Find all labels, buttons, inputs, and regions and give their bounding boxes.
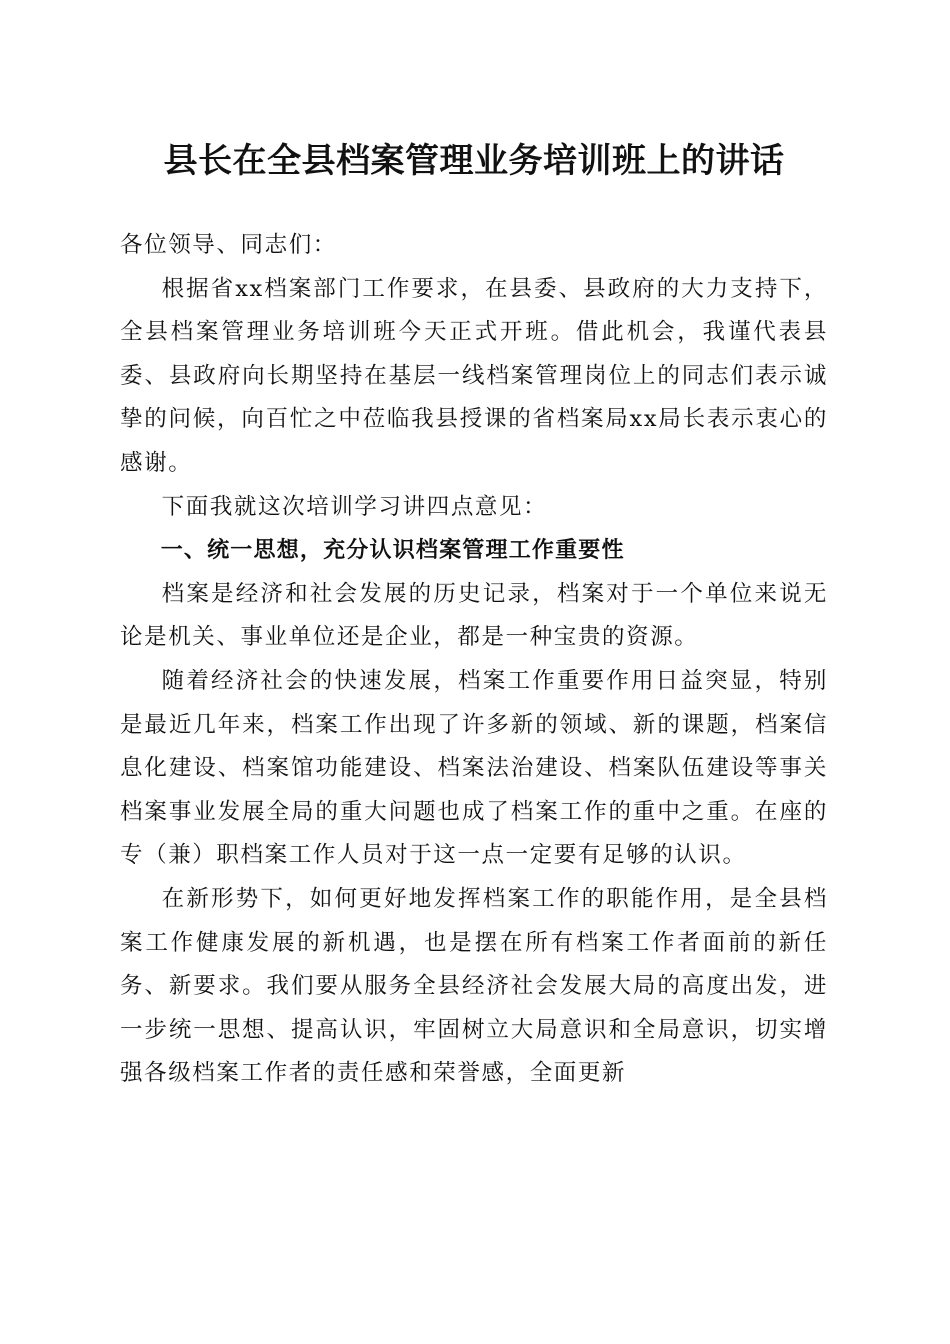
section1-paragraph-3: 在新形势下，如何更好地发挥档案工作的职能作用，是全县档案工作健康发展的新机遇，也是摆在所有档案工作者面前的新任务、新要求。我们要从服务全县经济社会发展大局的高度出发，进一步统一思想、提高认识，牢固树立大局意识和全局意识，切实增强各级档案工作者的责任感和荣誉感，全面更新 bbox=[120, 885, 828, 1087]
section1-paragraph-1: 档案是经济和社会发展的历史记录，档案对于一个单位来说无论是机关、事业单位还是企业，都是一种宝贵的资源。 bbox=[120, 580, 828, 651]
section-heading-1: 一、统一思想，充分认识档案管理工作重要性 bbox=[160, 538, 625, 564]
document-body bbox=[120, 224, 828, 1096]
salutation: 各位领导、同志们： bbox=[120, 232, 337, 258]
section1-paragraph-2: 随着经济社会的快速发展，档案工作重要作用日益突显，特别是最近几年来，档案工作出现了许多新的领域、新的课题，档案信息化建设、档案馆功能建设、档案法治建设、档案队伍建设等事关档案事业发展全局的重大问题也成了档案工作的重中之重。在座的专（兼）职档案工作人员对于这一点一定要有足够的认识。 bbox=[120, 667, 828, 869]
document-title: 县长在全县档案管理业务培训班上的讲话 bbox=[163, 141, 785, 181]
paragraph-intro-points: 下面我就这次培训学习讲四点意见： bbox=[161, 493, 548, 520]
paragraph-opening: 根据省xx档案部门工作要求，在县委、县政府的大力支持下，全县档案管理业务培训班今天正式开班。借此机会，我谨代表县委、县政府向长期坚持在基层一线档案管理岗位上的同志们表示诚挚的问候，向百忙之中莅临我县授课的省档案局xx局长表示衷心的感谢。 bbox=[120, 275, 828, 476]
